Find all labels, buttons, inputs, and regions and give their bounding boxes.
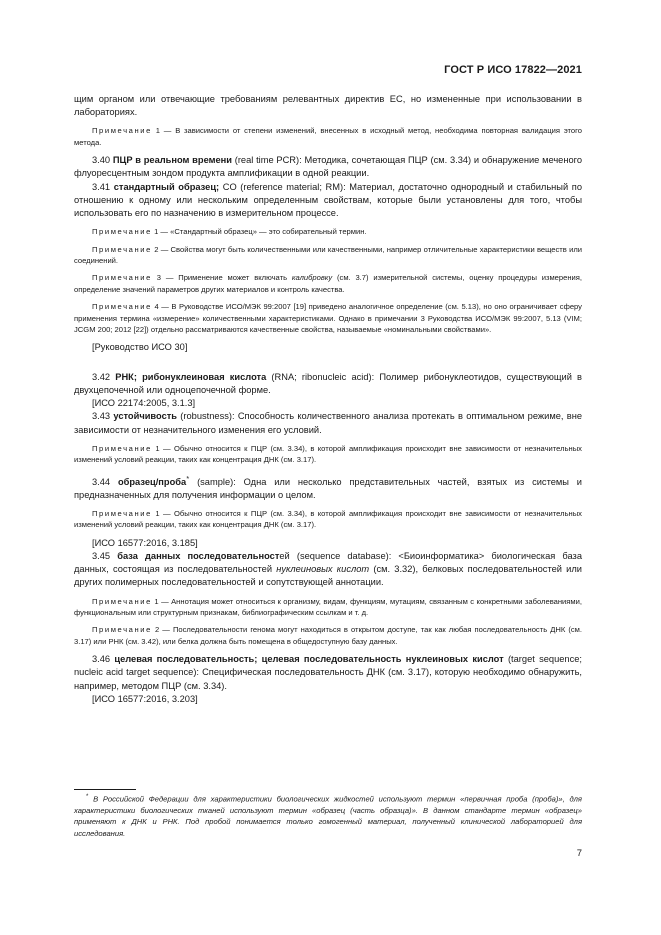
term-definition: (real time PCR): Методика, сочетающая ПЦР (см. 3.34) и обнаружение меченого флуоресцентным зондом продукта амплификации в одной реакции.	[74, 155, 582, 179]
term-3-44	[74, 472, 582, 503]
page-content	[74, 93, 582, 706]
term-3-42	[74, 371, 582, 397]
note-text: 2 — Свойства могут быть количественными или качественными, например отличительные характеристики веществ или соединений.	[74, 244, 582, 266]
note-3-39-1	[74, 125, 582, 148]
term-3-43	[74, 410, 582, 436]
footnote-marker: *	[86, 794, 89, 800]
term-3-41	[74, 181, 582, 221]
note-3-43-1	[74, 443, 582, 466]
note-3-41-3	[74, 272, 582, 295]
term-definition: (см. 3.32), белковых последовательностей или других полимерных последовательностей и сопутствующей аннотации.	[74, 564, 582, 588]
term-number: 3.46	[92, 654, 111, 665]
note-label: Примечание	[92, 227, 152, 237]
term-number: 3.44	[92, 476, 111, 487]
term-definition: (sequence database): <Биоинформатика> биологическая база данных, состоящая из последовательностей	[74, 551, 582, 575]
note-label: Примечание	[92, 126, 152, 136]
note-text: 1 — Обычно относится к ПЦР (см. 3.34), в которой амплификация происходит вне зависимости от незначительных изменений условий реакции, таких как концентрация ДНК (см. 3.17).	[74, 509, 582, 530]
note-text: 4 — В Руководстве ИСО/МЭК 99:2007 [19] приведено аналогичное определение (см. 5.13), но оно ограничивает сферу применения термина «измерение» количественными характеристиками. Однако в примечании 3 Руководства ИСО/МЭК 99:2007, 5.13 (VIM; JCGM 200; 2012 [22]) отдельно рассматриваются качественные свойства, называемые «номинальными свойствами».	[74, 302, 582, 335]
note-label: Примечание	[92, 302, 152, 312]
term-definition: (robustness): Способность количественного анализа протекать в оптимальном режиме, вне зависимости от незначительного изменения его условий.	[74, 411, 582, 435]
source-3-42: [ИСО 22174:2005, 3.1.3]	[92, 398, 196, 409]
term-name: база данных последовательност	[117, 551, 280, 562]
term-definition: (RNA; ribonucleic acid): Полимер рибонуклеотидов, существующий в двухцепочечной или одноцепочечной форме.	[74, 371, 582, 395]
term-number: 3.42	[92, 371, 111, 382]
note-label: Примечание	[92, 596, 152, 606]
note-3-41-4	[74, 301, 582, 335]
footnote	[74, 792, 582, 839]
footnote-divider	[74, 789, 136, 790]
term-definition: CO (reference material; RM): Материал, достаточно однородный и стабильный по отношению к одному или нескольким определенным свойствам, которые были установлены для того, чтобы использовать его по назначению в измерительном процессе.	[74, 181, 582, 219]
note-label: Примечание	[92, 625, 152, 635]
term-number: 3.45	[92, 551, 111, 562]
note-text: 1 — Аннотация может относиться к организму, видам, функциям, мутациям, связанным с конкретными заболеваниями, функциональным или структурным признакам, библиографическим ссылкам и т. д.	[74, 596, 582, 618]
source-3-41: [Руководство ИСО 30]	[92, 342, 188, 353]
document-header: ГОСТ Р ИСО 17822—2021	[444, 64, 582, 76]
note-label: Примечание	[92, 273, 152, 283]
note-italic-term: калибровку	[291, 273, 333, 283]
note-label: Примечание	[92, 443, 152, 453]
note-text: 3 — Применение может включать	[156, 273, 288, 283]
note-text: 1 — Обычно относится к ПЦР (см. 3.34), в которой амплификация происходит вне зависимости от незначительных изменений условий реакции, таких как концентрация ДНК (см. 3.17).	[74, 443, 582, 465]
note-3-44-1	[74, 508, 582, 531]
note-text: (см. 3.7) измерительной системы, оценку процедуры измерения, определение значений параметров других материалов и контроль качества.	[74, 273, 582, 294]
term-name-tail: ей	[279, 551, 290, 562]
note-3-41-2	[74, 244, 582, 267]
term-definition: (target sequence; nucleic acid target sequence): Специфическая последовательность ДНК (см. 3.17), которую необходимо обнаружить, например, методом ПЦР (см. 3.34).	[74, 654, 582, 691]
footnote-text: В Российской Федерации для характеристики биологических жидкостей используют термин «первичная проба (проба)», для характеристики биологических тканей используют термин «образец (часть образца)». В данном стандарте термин «образец» применяют к ДНК и РНК. Под пробой понимается только гомогенный материал, полученный клинической лабораторией для исследования.	[74, 794, 582, 838]
note-3-41-1	[74, 226, 582, 237]
source-3-44: [ИСО 16577:2016, 3.185]	[92, 537, 198, 548]
note-text: 1 — «Стандартный образец» — это собирательный термин.	[154, 227, 367, 237]
term-3-45	[74, 550, 582, 590]
term-number: 3.41	[92, 181, 111, 192]
paragraph-continuation: щим органом или отвечающие требованиям релевантных директив ЕС, но измененные при использовании в лабораториях.	[74, 94, 582, 118]
term-number: 3.43	[92, 411, 111, 422]
source-3-46: [ИСО 16577:2016, 3.203]	[92, 693, 198, 704]
note-3-45-2	[74, 624, 582, 647]
term-name: ПЦР в реальном времени	[112, 155, 232, 166]
term-3-46	[74, 653, 582, 693]
term-name: устойчивость	[113, 411, 178, 422]
note-text: 2 — Последовательности генома могут находиться в открытом доступе, так как любая последовательность ДНК (см. 3.17) или РНК (см. 3.42), или белка должна быть помещена в общедоступную базу данных.	[74, 625, 582, 646]
note-label: Примечание	[92, 509, 152, 519]
term-number: 3.40	[92, 155, 111, 166]
note-label: Примечание	[92, 244, 152, 254]
term-name: стандартный образец;	[113, 181, 220, 192]
term-italic: нуклеиновых кислот	[276, 564, 370, 575]
term-name: целевая последовательность; целевая последовательность нуклеиновых кислот	[114, 654, 504, 665]
page-number: 7	[576, 848, 582, 859]
term-name: образец/проба	[117, 476, 187, 487]
footnote-mark: *	[186, 473, 190, 483]
term-name: РНК; рибонуклеиновая кислота	[115, 371, 267, 382]
note-text: 1 — В зависимости от степени изменений, внесенных в исходный метод, необходима повторная валидация этого метода.	[74, 126, 582, 147]
note-3-45-1	[74, 596, 582, 619]
term-definition: (sample): Одна или несколько представительных частей, взятых из системы и предназначенных для получения информации о целом.	[74, 476, 583, 500]
term-3-40	[74, 154, 582, 180]
